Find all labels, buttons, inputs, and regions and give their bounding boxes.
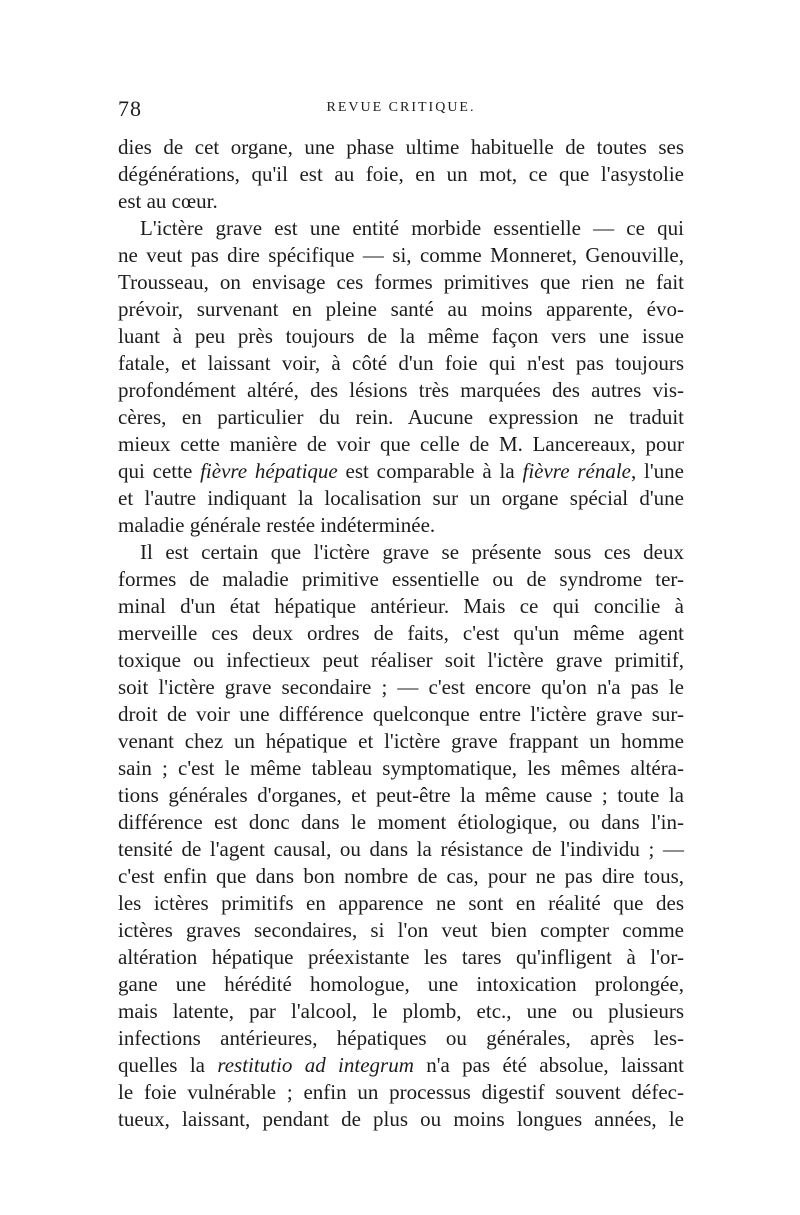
text-line: droit de voir une différence quelconque entre l'ictère grave sur- [118,702,684,726]
text-line: dégénérations, qu'il est au foie, en un mot, ce que l'asystolie [118,162,684,186]
text-line: est au cœur. [118,189,218,213]
text-line: tueux, laissant, pendant de plus ou moins longues années, le [118,1107,684,1131]
text-line: c'est enfin que dans bon nombre de cas, pour ne pas dire tous, [118,864,684,888]
text-line [118,1052,684,1079]
text-segment: est comparable à la [337,459,523,483]
text-line: maladie générale restée indéterminée. [118,513,436,537]
text-line: altération hépatique préexistante les tares qu'infligent à l'or- [118,945,684,969]
text-line: toxique ou infectieux peut réaliser soit l'ictère grave primitif, [118,648,684,672]
text-line: luant à peu près toujours de la même façon vers une issue [118,324,684,348]
text-line: et l'autre indiquant la localisation sur un organe spécial d'une [118,486,684,510]
italic-term: fièvre rénale [522,459,631,483]
italic-term: restitutio ad integrum [217,1053,414,1077]
text-line: fatale, et laissant voir, à côté d'un foie qui n'est pas toujours [118,351,684,375]
text-line: prévoir, survenant en pleine santé au moins apparente, évo- [118,297,684,321]
text-line: cères, en particulier du rein. Aucune expression ne traduit [118,405,684,429]
text-line [118,458,684,485]
text-line: L'ictère grave est une entité morbide essentielle — ce qui [140,216,684,240]
text-line: formes de maladie primitive essentielle ou de syndrome ter- [118,567,684,591]
text-line: gane une hérédité homologue, une intoxication prolongée, [118,972,684,996]
page-number: 78 [118,96,142,121]
page-header [118,96,684,126]
text-line: différence est donc dans le moment étiologique, ou dans l'in- [118,810,684,834]
text-line: les ictères primitifs en apparence ne sont en réalité que des [118,891,684,915]
text-line: Il est certain que l'ictère grave se présente sous ces deux [140,540,684,564]
text-line: minal d'un état hépatique antérieur. Mais ce qui concilie à [118,594,684,618]
text-line: le foie vulnérable ; enfin un processus digestif souvent défec- [118,1080,684,1104]
text-line: ictères graves secondaires, si l'on veut bien compter comme [118,918,684,942]
text-segment: qui cette [118,459,201,483]
text-line: Trousseau, on envisage ces formes primitives que rien ne fait [118,270,684,294]
text-line: infections antérieures, hépatiques ou générales, après les- [118,1026,684,1050]
italic-term: fièvre hépatique [200,459,338,483]
text-segment: , l'une [630,459,684,483]
text-segment: quelles la [118,1053,218,1077]
text-line: ne veut pas dire spécifique — si, comme Monneret, Genouville, [118,243,684,267]
text-line: profondément altéré, des lésions très marquées des autres vis- [118,378,684,402]
text-line: mieux cette manière de voir que celle de M. Lancereaux, pour [118,432,684,456]
text-line: venant chez un hépatique et l'ictère grave frappant un homme [118,729,684,753]
text-line: dies de cet organe, une phase ultime habituelle de toutes ses [118,135,684,159]
body-text [118,134,684,1133]
running-head: REVUE CRITIQUE. [326,100,476,115]
text-line: tions générales d'organes, et peut-être la même cause ; toute la [118,783,684,807]
text-line: tensité de l'agent causal, ou dans la résistance de l'individu ; — [118,837,684,861]
text-line: sain ; c'est le même tableau symptomatique, les mêmes altéra- [118,756,684,780]
text-line: merveille ces deux ordres de faits, c'est qu'un même agent [118,621,684,645]
text-line: soit l'ictère grave secondaire ; — c'est encore qu'on n'a pas le [118,675,684,699]
text-line: mais latente, par l'alcool, le plomb, etc., une ou plusieurs [118,999,684,1023]
text-segment: n'a pas été absolue, laissant [413,1053,685,1077]
